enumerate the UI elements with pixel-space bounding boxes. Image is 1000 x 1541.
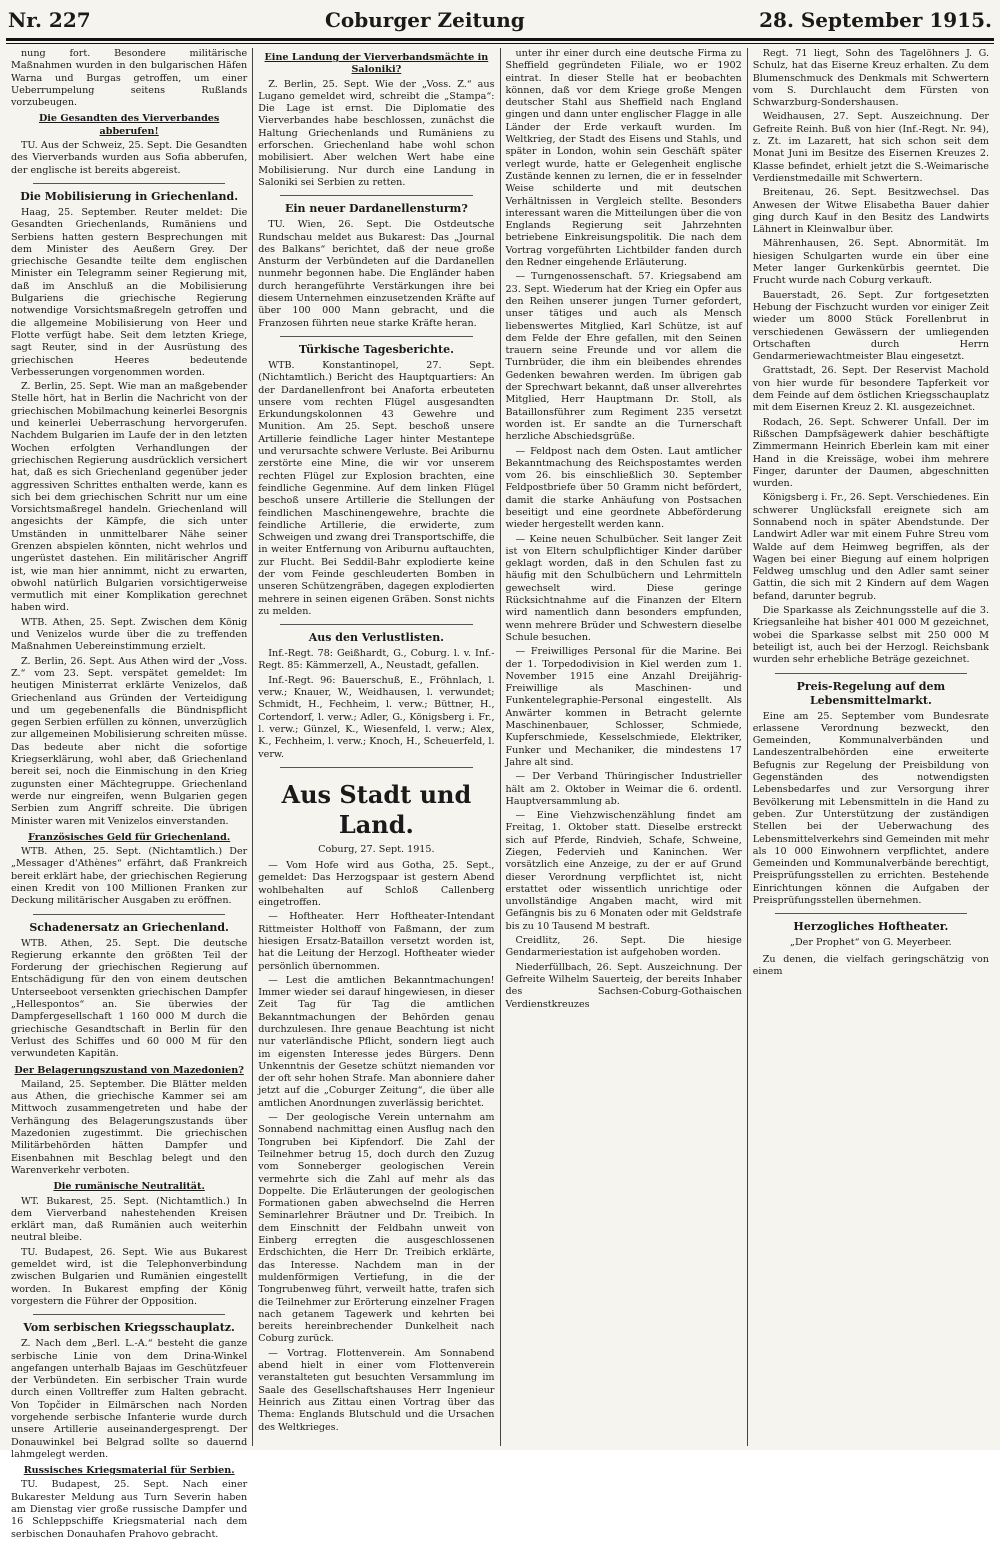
paragraph: Rodach, 26. Sept. Schwerer Unfall. Der im Rißschen Dampfsägewerk dahier beschäftigte Zimmermann Heinrich Eberlein kam mit einer Hand in die Kreissäge, wobei ihm mehrere Finger, darunter der Daumen, abgeschnitten wurden. <box>752 416 989 490</box>
paragraph: Mährenhausen, 26. Sept. Abnormität. Im hiesigen Schulgarten wurde ein über eine Meter langer Gurkenkürbis geerntet. Die Frucht wurde nach Coburg verkauft. <box>752 238 989 287</box>
paragraph: — Freiwilliges Personal für die Marine. Bei der 1. Torpedodivision in Kiel werden zum 1. November 1915 eine Anzahl Dreijährig-Freiwillige als Maschinen- und Funkentelegraphie-Personal eingestellt. Als Anwärter kommen in Betracht gelernte Maschinenbauer, Schlosser, Schmiede, Kupferschmiede, Kesselschmiede, Elektriker, Funker und Mechaniker, die mindestens 17 Jahre alt sind. <box>505 646 742 768</box>
paragraph: Creidlitz, 26. Sept. Die hiesige Gendarmeriestation ist aufgehoben worden. <box>505 935 742 959</box>
masthead-rule <box>6 38 994 41</box>
column-separator <box>33 183 225 184</box>
section-heading: Schadenersatz an Griechenland. <box>29 920 229 934</box>
paragraph: Die Sparkasse als Zeichnungsstelle auf die 3. Kriegsanleihe hat bisher 401 000 M gezeichnet, wobei die Sparkasse selbst mit 250 000 M beteiligt ist, auch bei der Herzogl. Reichsbank wurden sehr erhebliche Beträge gezeichnet. <box>752 605 989 666</box>
paragraph: Eine am 25. September vom Bundesrate erlassene Verordnung bezweckt, den Gemeinden, Kommunalverbänden und Landeszentralbehörden eine erweiterte Befugnis zur Regelung der Preisbildung von Gegenständen des notwendigsten Lebensbedarfes und zur Versorgung ihrer Bevölkerung mit Lebensmitteln in die Hand zu geben. Zur Unterstützung der zuständigen Stellen bei der Ueberwachung des Lebensmittelverkehrs sind Gemeinden mit mehr als 10 000 Einwohnern verpflichtet, andere Gemeinden und Kommunalverbände berechtigt, Preisprüfungsstellen zu errichten. Bestehende Einrichtungen können die Aufgaben der Preisprüfungsstellen übernehmen. <box>752 710 989 906</box>
paragraph: Mailand, 25. September. Die Blätter melden aus Athen, die griechische Kammer sei am Mittwoch zusammengetreten und habe der Verhängung des Belagerungszustands über Mazedonien zugestimmt. Die griechischen Militärbehörden hätten Dampfer und Eisenbahnen mit Beschlag belegt und den Warenverkehr verboten. <box>11 1078 248 1176</box>
column-separator <box>33 1314 225 1315</box>
paragraph: — Der geologische Verein unternahm am Sonnabend nachmittag einen Ausflug nach den Tongruben bei Kipfendorf. Die Zahl der Teilnehmer betrug 15, doch durch den Zuzug vom Sonneberger geologischen Verein vermehrte sich die Zahl auf mehr als das Doppelte. Die Erläuterungen der geologischen Formationen gaben abwechselnd die Herren Seminarlehrer Bräutner und Dr. Treibich. In dem Einschnitt der Feldbahn unweit von Einberg erregten die ausgeschlossenen Erdschichten, die Herr Dr. Treibich erklärte, das Interesse. Nachdem man in der muldenförmigen Vertiefung, in die der Tongrubenweg führt, verweilt hatte, trafen sich die Teilnehmer zur Erörterung einzelner Fragen nach getanem Tagewerk und kehrten bei bereits hereinbrechender Dunkelheit nach Coburg zurück. <box>258 1112 495 1345</box>
section-heading: Preis-Regelung auf dem Lebensmittelmarkt. <box>796 679 946 707</box>
column-separator <box>775 913 967 914</box>
section-heading: Ein neuer Dardanellensturm? <box>284 202 468 216</box>
paragraph: unter ihr einer durch eine deutsche Firma zu Sheffield gegründeten Filiale, wo er 1902 eintrat. In dieser Stelle hat er beobachten können, daß vor dem Kriege große Mengen deutscher Stahl aus Sheffield nach England gingen und dann unter englischer Flagge in alle Länder der Erde verkauft wurden. Im Weltkrieg, der Stadt des Eisens und Stahls, und später in London, wohin sein Geschäft später verlegt wurde, hatte er Gelegenheit englische Zustände kennen zu lernen, die er in fesselnder Weise schilderte und mit deutschen Verhältnissen in Vergleich stellte. Besonders interessant waren die Mitteilungen über die von Englands Regierung seit Jahrzehnten betriebene Einkreisungspolitik. Die nach dem Vortrag vorgeführten Lichtbilder fanden durch den Redner eingehende Erläuterung. <box>505 48 742 269</box>
section-heading: Die Mobilisierung in Griechenland. <box>20 189 239 203</box>
paragraph: Z. Berlin, 25. Sept. Wie man an maßgebender Stelle hört, hat in Berlin die Nachricht von der griechischen Mobilmachung keinerlei Besorgnis und keinerlei Ueberraschung hervorgerufen. Nachdem Bulgarien im Laufe der in den letzten Wochen erfolgten Verhandlungen der griechischen Regierung ausdrücklich versichert hat, daß es sich Griechenland gegenüber jeder aggressiven Schrittes enthalten werde, kann es sich bei dem griechischen Schritt nur um eine Vorsichtsmaßregel handeln. Griechenland will angesichts der Kämpfe, die sich unter Umständen in unmittelbarer Nähe seiner Grenzen abspielen könnten, nicht wehrlos und ungerüstet dastehen. Ein militärischer Angriff ist, wie man hier annimmt, nicht zu erwarten, obwohl natürlich Bulgarien vorsichtigerweise vermutlich mit einer Komplikation gerechnet haben wird. <box>11 381 248 614</box>
paragraph: TU. Wien, 26. Sept. Die Ostdeutsche Rundschau meldet aus Bukarest: Das „Journal des Balkans“ berichtet, daß der neue große Ansturm der Verbündeten auf die Dardanellen nunmehr begonnen habe. Die Engländer haben durch herangeführte Verstärkungen ihre bei diesem Unternehmen einzusetzenden Kräfte auf über 100 000 Mann gebracht, und die Franzosen führten neue starke Kräfte heran. <box>258 219 495 329</box>
subheading: Eine Landung der Vierverbandsmächte in Saloniki? <box>264 52 489 76</box>
section-heading: Vom serbischen Kriegsschauplatz. <box>23 1321 235 1335</box>
paragraph: WT. Bukarest, 25. Sept. (Nichtamtlich.) In dem Vierverband nahestehenden Kreisen erklärt man, daß Rumänien auch weiterhin neutral bleibe. <box>11 1195 248 1244</box>
column-separator <box>280 336 472 337</box>
paragraph: WTB. Athen, 25. Sept. (Nichtamtlich.) Der „Messager d'Athènes“ erfährt, daß Frankreich bereit erklärt habe, der griechischen Regierung einen Kredit von 100 Millionen Franken zur Deckung militärischer Ausgaben zu eröffnen. <box>11 846 248 907</box>
masthead-rule-thin <box>6 43 994 44</box>
paragraph: — Der Verband Thüringischer Industrieller hält am 2. Oktober in Weimar die 6. ordentl. Hauptversammlung ab. <box>505 771 742 807</box>
column-2 <box>252 48 499 1446</box>
paragraph: Regt. 71 liegt, Sohn des Tagelöhners J. G. Schulz, hat das Eiserne Kreuz erhalten. Zu dem Blumenschmuck des Denkmals mit Schwertern vom S. Durchlaucht dem Fürsten von Schwarzburg-Sondershausen. <box>752 48 989 109</box>
paragraph: WTB. Athen, 25. Sept. Die deutsche Regierung erkannte den größten Teil der Forderung der griechischen Regierung auf Entschädigung für den von einem deutschen Unterseeboot versenkten griechischen Dampfer „Hellespontos“ an. Sie überwies der Dampfergesellschaft 1 160 000 M durch die griechische Gesandtschaft in Berlin für den Verlust des Schiffes und 60 000 M für den verwundeten Kapitän. <box>11 937 248 1060</box>
paragraph: Inf.-Regt. 78: Geißhardt, G., Coburg. l. v. Inf.-Regt. 85: Kämmerzell, A., Neustadt, gefallen. <box>258 648 495 672</box>
subheading: Der Belagerungszustand von Mazedonien? <box>14 1064 244 1076</box>
paragraph: TU. Budapest, 26. Sept. Wie aus Bukarest gemeldet wird, ist die Telephonverbindung zwischen Bulgarien und Rumänien eingestellt worden. In Bukarest empfing der König vorgestern die Führer der Opposition. <box>11 1246 248 1307</box>
paragraph: — Vom Hofe wird aus Gotha, 25. Sept., gemeldet: Das Herzogspaar ist gestern Abend wohlbehalten auf Schloß Callenberg eingetroffen. <box>258 860 495 909</box>
paragraph: WTB. Konstantinopel, 27. Sept. (Nichtamtlich.) Bericht des Hauptquartiers: An der Dardanellenfront bei Anaforta erbeuteten unsere vom rechten Flügel ausgesandten Erkundungskolonnen 43 Gewehre und Munition. Am 25. Sept. beschoß unsere Artillerie feindliche Lager hinter Mestantepe und verursachte schwere Verluste. Bei Ariburnu zerstörte eine Mine, die wir vor unserem rechten Flügel zur Explosion brachten, eine feindliche Gegenmine. Auf dem linken Flügel beschoß unsere Artillerie die Stellungen der feindlichen Maschinengewehre, brachte die feindliche Artillerie, die erwiderte, zum Schweigen und zwang drei Transportschiffe, die in weiter Entfernung von Ariburnu auftauchten, zur Flucht. Bei Seddil-Bahr explodierte keine der vom Feinde geschleuderten Bomben in unseren Schützengräben, dagegen explodierten mehrere in seinen eigenen Gräben. Sonst nichts zu melden. <box>258 359 495 617</box>
paragraph: WTB. Athen, 25. Sept. Zwischen dem König und Venizelos wurde über die zu treffenden Maßnahmen Uebereinstimmung erzielt. <box>11 616 248 653</box>
paragraph: — Turngenossenschaft. 57. Kriegsabend am 23. Sept. Wiederum hat der Krieg ein Opfer aus den Reihen unserer jungen Turner gefordert, unser tätiges und auch als Mensch liebenswertes Mitglied, Karl Schütze, ist auf dem Felde der Ehre gefallen, mit den Seinen trauern seine Freunde und vor allem die Turnbrüder, die ihm ein bleibendes ehrendes Gedenken bewahren werden. Im übrigen gab der Sprechwart bekannt, daß unser allverehrtes Mitglied, Herr Hauptmann Dr. Stoll, als Bataillonsführer zum Regiment 235 versetzt worden ist. Er sandte an die Turnerschaft herzliche Abschiedsgrüße. <box>505 271 742 443</box>
column-separator <box>775 673 967 674</box>
section-heading: Aus den Verlustlisten. <box>308 631 445 645</box>
paragraph: Bauerstadt, 26. Sept. Zur fortgesetzten Hebung der Fischzucht wurden vor einiger Zeit wieder um 8000 Stück Forellenbrut in verschiedenen Gewässern der umliegenden Ortschaften durch Herrn Gendarmeriewachtmeister Blau eingesetzt. <box>752 289 989 363</box>
column-4 <box>747 48 994 1446</box>
column-separator <box>280 624 472 625</box>
section-heading: Türkische Tagesberichte. <box>298 342 454 356</box>
column-separator <box>33 914 225 915</box>
paragraph: — Feldpost nach dem Osten. Laut amtlicher Bekanntmachung des Reichspostamtes werden vom 26. bis einschließlich 30. September Feldpostbriefe über 50 Gramm nicht befördert, damit die starke Anhäufung von Postsachen beseitigt und eine geordnete Abbeförderung wieder hergestellt werden kann. <box>505 445 742 531</box>
subheading: Die Gesandten des Vierverbandes abberufen! <box>38 113 220 137</box>
paragraph: Inf.-Regt. 96: Bauerschuß, E., Fröhnlach, l. verw.; Knauer, W., Weidhausen, l. verwundet; Schmidt, H., Fechheim, l. verw.; Büttner, H., Cortendorf, l. verw.; Adler, G., Königsberg i. Fr., l. verw.; Günzel, K., Wiesenfeld, l. verw.; Alex, K., Fechheim, l. verw.; Knoch, H., Scheuerfeld, l. verw. <box>258 674 495 760</box>
paragraph: — Lest die amtlichen Bekanntmachungen! Immer wieder sei darauf hingewiesen, in dieser Zeit Tag für Tag die amtlichen Bekanntmachungen der Behörden genau durchzulesen. Ihre genaue Beachtung ist nicht nur vaterländische Pflicht, sondern liegt auch im eigensten Interesse jedes Bürgers. Denn Unkenntnis der Gesetze schützt niemanden vor der oft sehr hohen Strafe. Man abonniere daher jetzt auf die „Coburger Zeitung“, die über alle amtlichen Anordnungen zuverlässig berichtet. <box>258 974 495 1109</box>
subheading: Französisches Geld für Griechenland. <box>28 831 231 843</box>
paragraph: Königsberg i. Fr., 26. Sept. Verschiedenes. Ein schwerer Unglücksfall ereignete sich am Sonnabend noch in später Abendstunde. Der Landwirt Adler war mit einem Fuhre Streu vom Walde auf dem Heimweg begriffen, als der Wagen bei einer Biegung auf einem holprigen Feldweg umschlug und den Adler samt seiner Gattin, die sich mit 2 Kindern auf dem Wagen befand, darunter begrub. <box>752 492 989 602</box>
subheading: Russisches Kriegsmaterial für Serbien. <box>23 1465 235 1477</box>
paragraph: Zu denen, die vielfach geringschätzig von einem <box>752 953 989 977</box>
paragraph: Z. Berlin, 25. Sept. Wie der „Voss. Z.“ aus Lugano gemeldet wird, schreibt die „Stampa“: Die Lage ist ernst. Die Diplomatie des Vierverbandes habe beschlossen, zunächst die Haltung Griechenlands und Rumäniens zu erforschen. Griechenland habe wohl schon mobilisiert. Aber welchen Wert habe eine Mobilisierung. Nur durch eine Landung in Saloniki sei Serbien zu retten. <box>258 78 495 188</box>
paragraph: Z. Nach dem „Berl. L.-A.“ besteht die ganze serbische Linie von dem Drina-Winkel angefangen unterhalb Bajaas im Geschützfeuer der Verbündeten. Ein serbischer Train wurde durch einen Volltreffer zum Halten gebracht. Von Topčider in Eilmärschen nach Norden vorgehende serbische Infanterie wurde durch unsere Artillerie auseinandergesprengt. Der Donauwinkel bei Belgrad sollte so dauernd lahmgelegt werden. <box>11 1338 248 1460</box>
paragraph: Niederfüllbach, 26. Sept. Auszeichnung. Der Gefreite Wilhelm Sauerteig, der bereits Inhaber des Sachsen-Coburg-Gothaischen Verdienstkreuzes <box>505 961 742 1010</box>
column-separator <box>280 767 472 768</box>
dateline: Coburg, 27. Sept. 1915. <box>318 843 435 855</box>
issue-number: Nr. 227 <box>8 8 91 32</box>
paragraph: TU. Aus der Schweiz, 25. Sept. Die Gesandten des Vierverbands wurden aus Sofia abberufen, der englische ist bereits abgereist. <box>11 140 248 176</box>
column-3 <box>500 48 747 1446</box>
paragraph: — Keine neuen Schulbücher. Seit langer Zeit ist von Eltern schulpflichtiger Kinder darüber geklagt worden, daß in den Schulen fast zu häufig mit den Schulbüchern und Lehrmitteln gewechselt wird. Diese geringe Rücksichtnahme auf die Finanzen der Eltern wird namentlich dann besonders empfunden, wenn mehrere Brüder und Schwestern dieselbe Schule besuchen. <box>505 533 742 643</box>
dateline: „Der Prophet“ von G. Meyerbeer. <box>790 937 952 949</box>
column-separator <box>280 195 472 196</box>
section-heading: Herzogliches Hoftheater. <box>793 920 949 934</box>
issue-date: 28. September 1915. <box>759 8 992 32</box>
paragraph: — Hoftheater. Herr Hoftheater-Intendant Rittmeister Holthoff von Faßmann, der zum hiesigen Ersatz-Bataillon versetzt worden ist, hat die Leitung der Herzogl. Hoftheater wieder persönlich übernommen. <box>258 911 495 972</box>
masthead <box>8 4 992 36</box>
section-title: Aus Stadt und Land. <box>281 779 472 839</box>
columns <box>6 48 994 1540</box>
paragraph: Z. Berlin, 26. Sept. Aus Athen wird der „Voss. Z.“ vom 23. Sept. verspätet gemeldet: Im heutigen Ministerrat erklärte Venizelos, daß Griechenland aus Gründen der Verteidigung und um gegebenenfalls die Bündnispflicht gegen Serbien erfüllen zu können, unverzüglich zur allgemeinen Mobilisierung schreiten müsse. Das bedeute aber nicht die sofortige Kriegserklärung, wohl aber, daß Griechenland bereit sei, noch die Einmischung in den Krieg zugunsten einer Mächtegruppe. Griechenland werde nur eingreifen, wenn Bulgarien gegen Serbien zum Angriff schreite. Die übrigen Minister waren mit Venizelos einverstanden. <box>11 655 248 827</box>
column-1 <box>6 48 252 1540</box>
paragraph: Grattstadt, 26. Sept. Der Reservist Machold von hier wurde für besondere Tapferkeit vor dem Feinde auf dem östlichen Kriegsschauplatz mit dem Eisernen Kreuz 2. Kl. ausgezeichnet. <box>752 365 989 414</box>
paragraph: Haag, 25. September. Reuter meldet: Die Gesandten Griechenlands, Rumäniens und Serbiens hatten gestern Besprechungen mit dem Minister des Aeußern Grey. Der griechische Gesandte teilte dem englischen Minister ein Telegramm seiner Regierung mit, daß im Anschluß an die Mobilisierung Bulgariens die griechische Regierung notwendige Vorsichtsmaßregeln getroffen und die allgemeine Mobilisierung von Heer und Flotte verfügt habe. Seit dem letzten Kriege, sagt Reuter, sind in der Ausrüstung des griechischen Heeres bedeutende Verbesserungen vorgenommen worden. <box>11 206 248 378</box>
paragraph: nung fort. Besondere militärische Maßnahmen wurden in den bulgarischen Häfen Warna und Burgas getroffen, um einer Ueberrumpelung seitens Rußlands vorzubeugen. <box>11 48 248 109</box>
newspaper-title: Coburger Zeitung <box>325 8 525 32</box>
paragraph: Weidhausen, 27. Sept. Auszeichnung. Der Gefreite Reinh. Buß von hier (Inf.-Regt. Nr. 94), z. Zt. im Lazarett, hat sich schon seit dem Monat Juni im Besitze des Eisernen Kreuzes 2. Klasse befindet, erhielt jetzt die S.-Weimarische Verdienstmedaille mit Schwertern. <box>752 111 989 184</box>
paragraph: Breitenau, 26. Sept. Besitzwechsel. Das Anwesen der Witwe Elisabetha Bauer dahier ging durch Kauf in den Besitz des Landwirts Lähnert in Kleinwalbur über. <box>752 187 989 236</box>
paragraph: TU. Budapest, 25. Sept. Nach einer Bukarester Meldung aus Turn Severin haben am Dienstag vier große russische Dampfer und 16 Schleppschiffe Kriegsmaterial nach dem serbischen Donauhafen Prahovo gebracht. <box>11 1479 248 1540</box>
paragraph: — Vortrag. Flottenverein. Am Sonnabend abend hielt in einer vom Flottenverein veranstalteten gut besuchten Versammlung im Saale des Gesellschaftshauses Herr Ingenieur Heinrich aus Zittau einen Vortrag über das Thema: Englands Blutschuld und die Ursachen des Weltkrieges. <box>258 1347 495 1433</box>
subheading: Die rumänische Neutralität. <box>53 1181 205 1193</box>
paragraph: — Eine Viehzwischenzählung findet am Freitag, 1. Oktober statt. Dieselbe erstreckt sich auf Pferde, Rindvieh, Schafe, Schweine, Ziegen, Federvieh und Kaninchen. Wer vorsätzlich eine Anzeige, zu der er auf Grund dieser Verordnung verpflichtet ist, nicht erstattet oder wissentlich unrichtige oder unvollständige Angaben macht, wird mit Gefängnis bis zu 6 Monaten oder mit Geldstrafe bis zu 10 Tausend M bestraft. <box>505 810 742 932</box>
